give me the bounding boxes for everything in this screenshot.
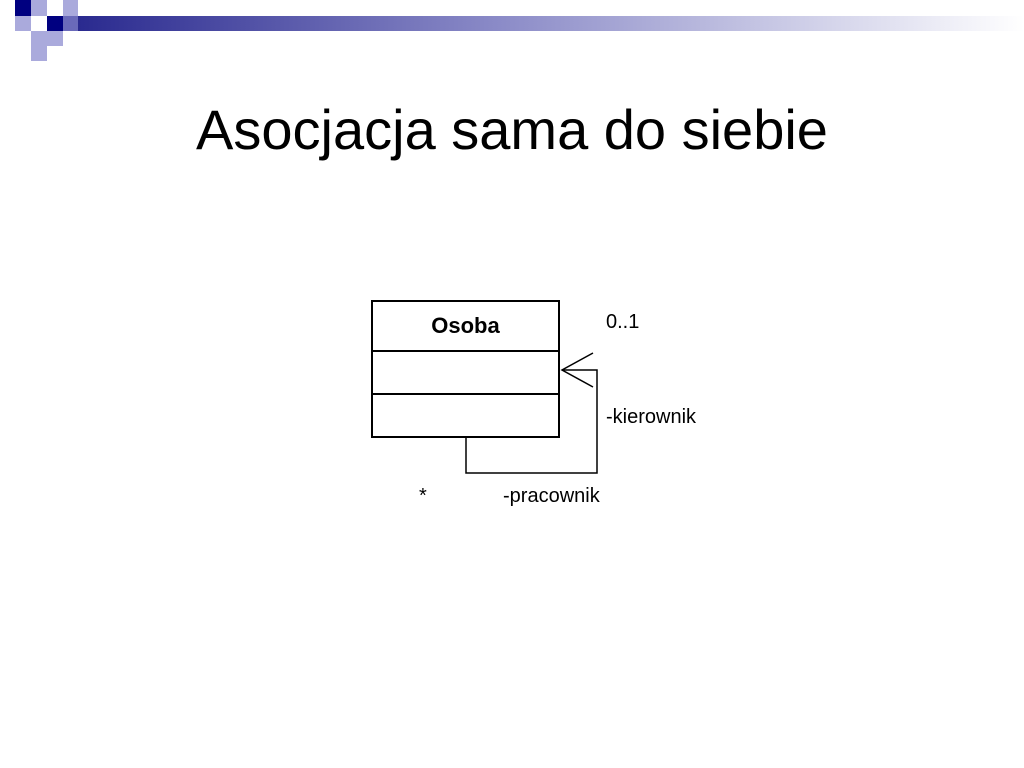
slide-title: Asocjacja sama do siebie [196, 98, 828, 161]
source-multiplicity-label: * [419, 485, 427, 507]
source-role-label: -pracownik [503, 485, 600, 507]
target-multiplicity-label: 0..1 [606, 311, 640, 333]
class-name: Osoba [431, 313, 500, 338]
target-role-label: -kierownik [606, 406, 697, 428]
class-box-osoba [372, 301, 559, 437]
